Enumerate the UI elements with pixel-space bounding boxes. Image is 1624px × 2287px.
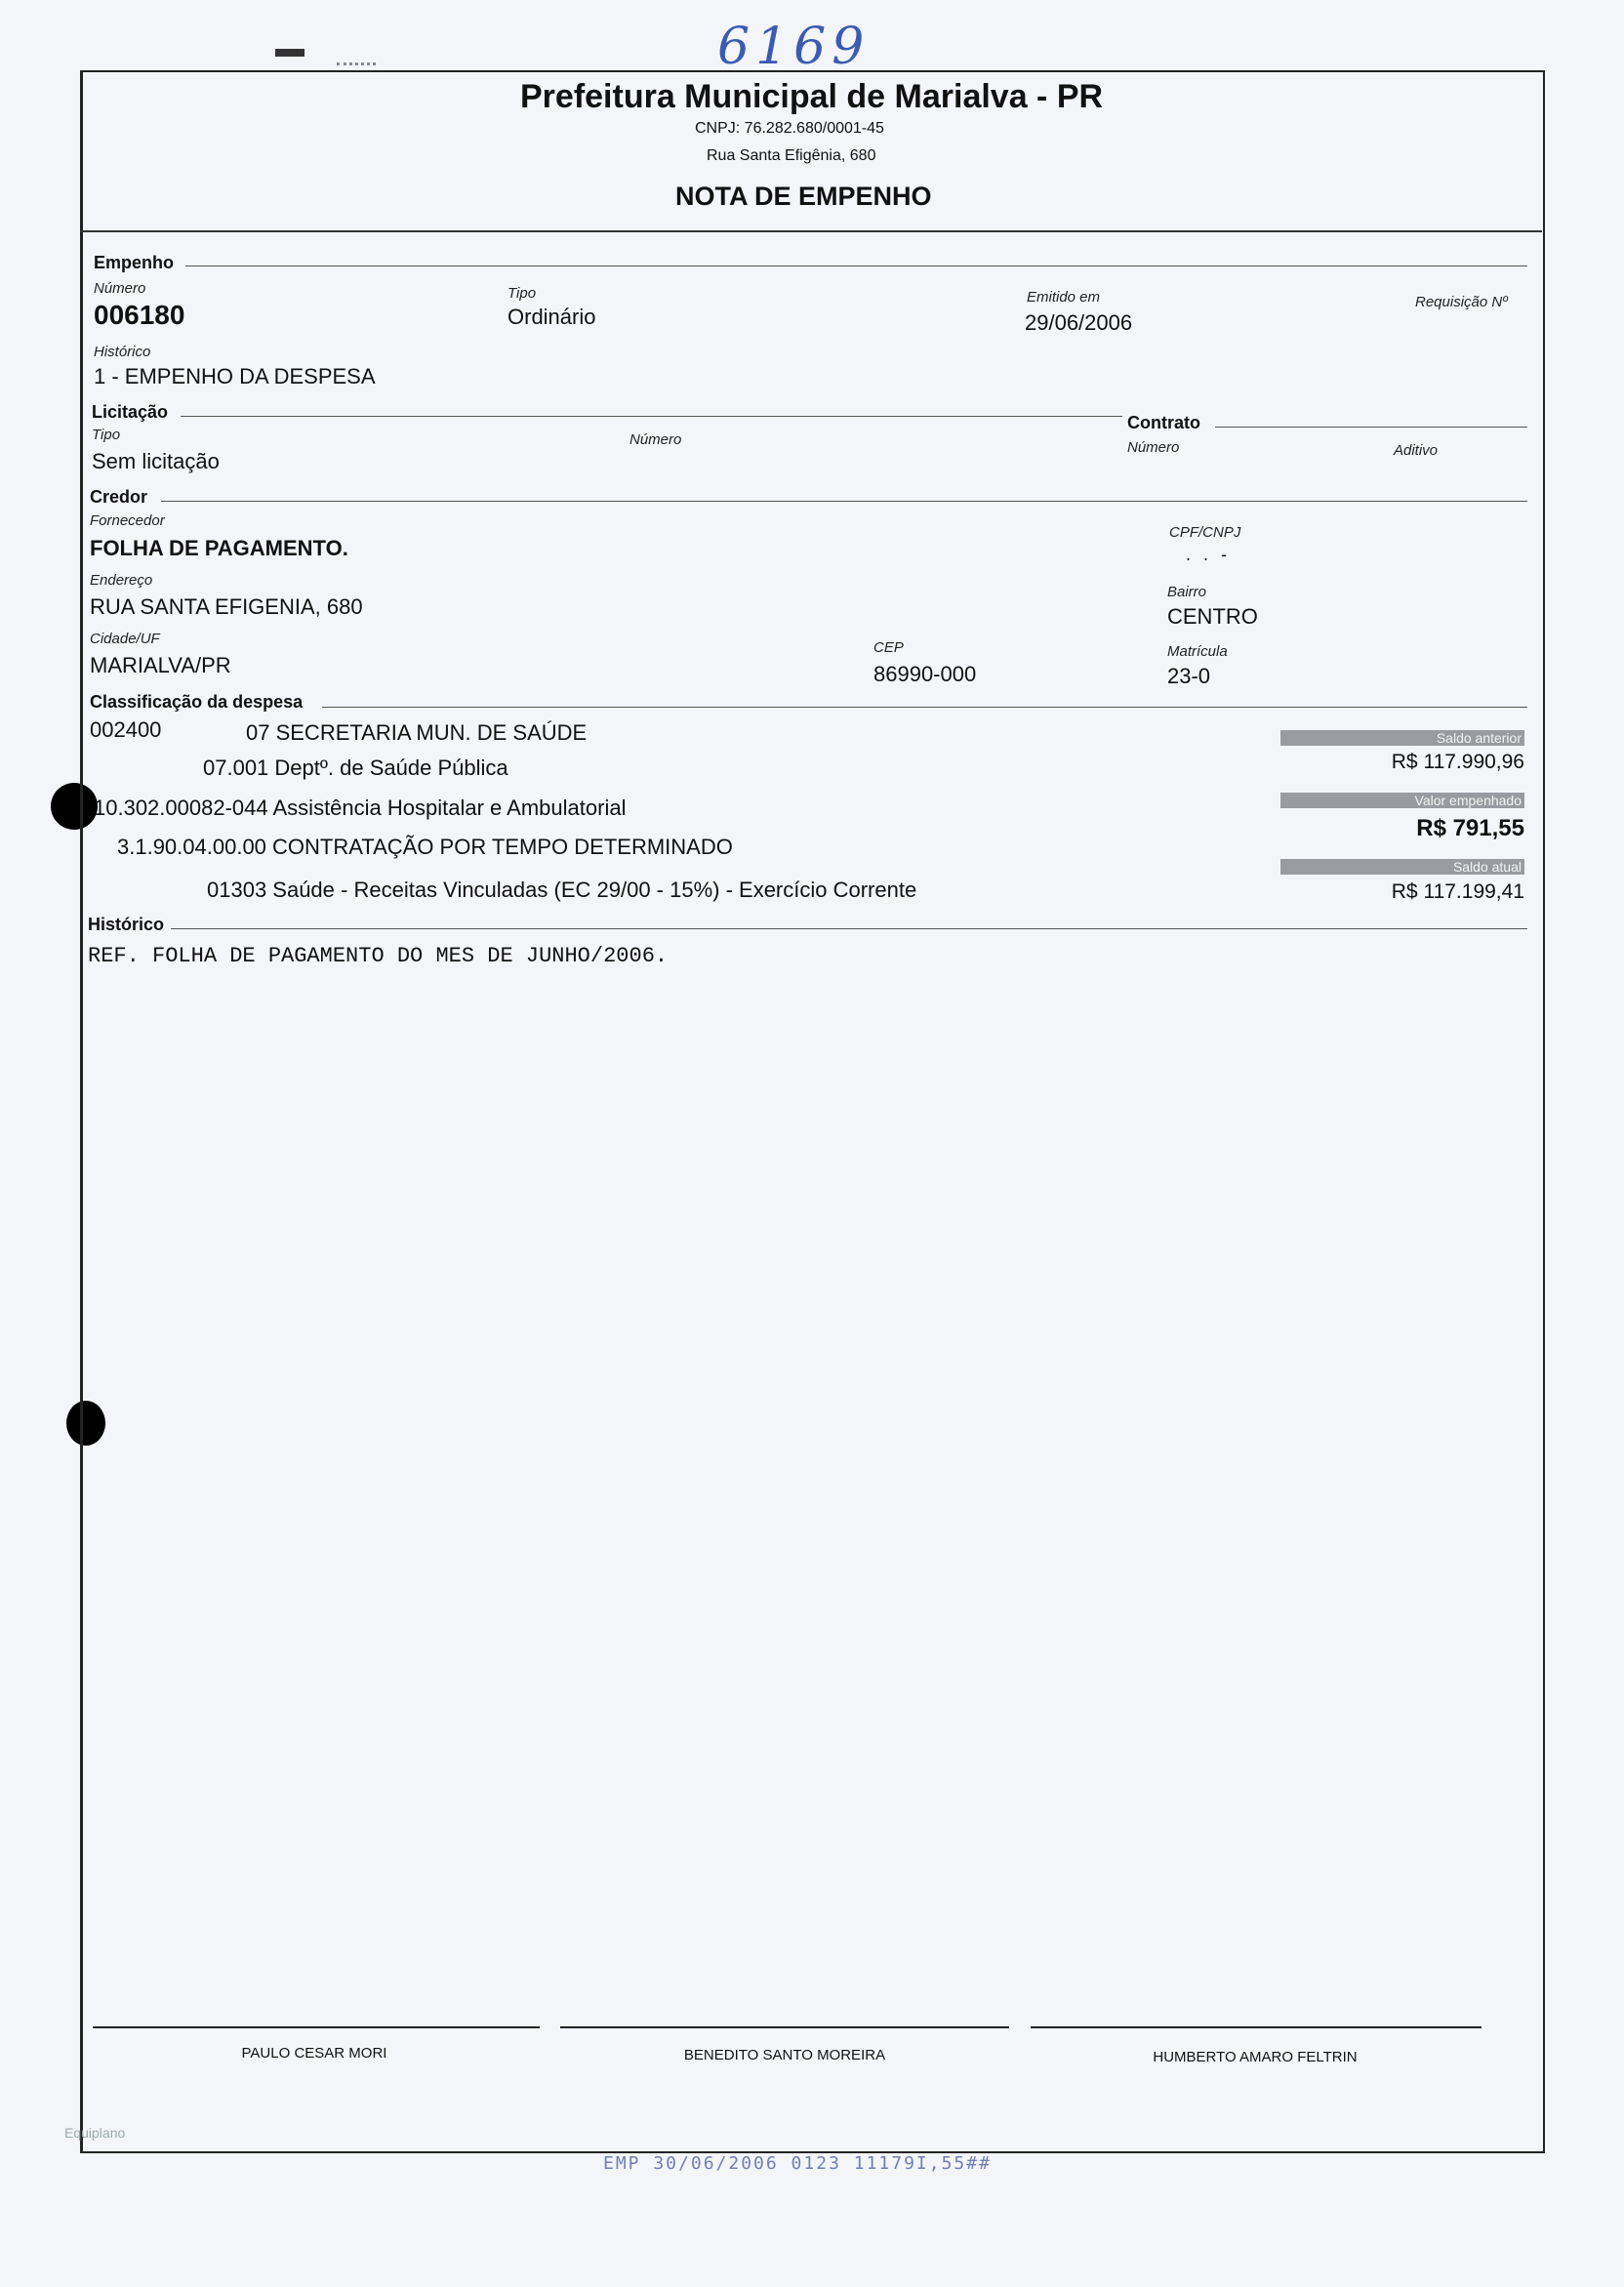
footer-stamp: EMP 30/06/2006 0123 11179I,55## [603, 2153, 992, 2174]
licitacao-numero-label: Número [629, 431, 682, 448]
contrato-aditivo-label: Aditivo [1394, 442, 1439, 459]
licitacao-section-line [181, 416, 1122, 417]
signature-name-3: HUMBERTO AMARO FELTRIN [1153, 2049, 1358, 2065]
signature-line-1 [93, 2026, 540, 2028]
matricula-value: 23-0 [1167, 664, 1211, 688]
scan-mark [275, 49, 304, 57]
licitacao-tipo-label: Tipo [92, 427, 121, 443]
classificacao-funcional: 10.302.00082-044 Assistência Hospitalar e Ambulatorial [94, 796, 627, 820]
emitido-date: 29/06/2006 [1025, 310, 1133, 335]
credor-section-title: Credor [90, 487, 148, 507]
requisicao-label: Requisição Nº [1415, 294, 1508, 310]
contrato-section-title: Contrato [1127, 413, 1200, 432]
fornecedor-label: Fornecedor [90, 512, 165, 529]
empenho-historico-label: Histórico [94, 344, 151, 360]
valor-empenhado-label: Valor empenhado [1280, 793, 1524, 808]
bairro-value: CENTRO [1167, 604, 1258, 629]
historico-section-title: Histórico [88, 915, 165, 934]
empenho-tipo-label: Tipo [508, 285, 537, 302]
signature-line-2 [560, 2026, 1009, 2028]
classificacao-fonte: 01303 Saúde - Receitas Vinculadas (EC 29/00 - 15%) - Exercício Corrente [207, 878, 917, 902]
historico-section-line [171, 928, 1527, 929]
classificacao-codigo: 002400 [90, 717, 162, 742]
classificacao-departamento: 07.001 Deptº. de Saúde Pública [203, 756, 508, 780]
bairro-label: Bairro [1167, 584, 1207, 600]
endereco-value: RUA SANTA EFIGENIA, 680 [90, 594, 363, 619]
cidade-label: Cidade/UF [90, 631, 160, 647]
classificacao-natureza: 3.1.90.04.00.00 CONTRATAÇÃO POR TEMPO DETERMINADO [117, 835, 733, 859]
credor-section-line [161, 501, 1527, 502]
empenho-historico: 1 - EMPENHO DA DESPESA [94, 364, 376, 388]
cpf-label: CPF/CNPJ [1169, 524, 1241, 541]
saldo-atual-value: R$ 117.199,41 [1391, 880, 1524, 903]
empenho-tipo: Ordinário [508, 305, 596, 329]
emitido-label: Emitido em [1027, 289, 1101, 306]
scan-mark-2 [337, 37, 376, 65]
classificacao-section-title: Classificação da despesa [90, 692, 304, 712]
cidade-value: MARIALVA/PR [90, 653, 231, 677]
handwritten-number: 6169 [717, 18, 871, 76]
empenho-numero: 006180 [94, 300, 185, 330]
cnpj: CNPJ: 76.282.680/0001-45 [695, 120, 884, 137]
matricula-label: Matrícula [1167, 643, 1228, 660]
saldo-anterior-value: R$ 117.990,96 [1391, 751, 1524, 773]
signature-name-1: PAULO CESAR MORI [241, 2045, 387, 2062]
historico-text: REF. FOLHA DE PAGAMENTO DO MES DE JUNHO/2006. [88, 944, 669, 968]
cpf-value: . . - [1186, 545, 1231, 564]
page-title: Prefeitura Municipal de Marialva - PR [520, 78, 1104, 115]
header-divider [80, 230, 1542, 232]
valor-empenhado-value: R$ 791,55 [1416, 815, 1524, 841]
cep-value: 86990-000 [873, 662, 977, 686]
contrato-section-line [1215, 427, 1527, 428]
footer-brand: Equiplano [64, 2125, 126, 2141]
document-title: NOTA DE EMPENHO [675, 182, 932, 211]
contrato-numero-label: Número [1127, 439, 1180, 456]
header-address: Rua Santa Efigênia, 680 [707, 147, 876, 164]
saldo-atual-label: Saldo atual [1280, 859, 1524, 875]
classificacao-section-line [322, 707, 1527, 708]
licitacao-tipo: Sem licitação [92, 449, 220, 473]
licitacao-section-title: Licitação [92, 402, 169, 422]
empenho-section-line [185, 265, 1527, 266]
empenho-section-title: Empenho [94, 253, 175, 272]
fornecedor-value: FOLHA DE PAGAMENTO. [90, 536, 348, 560]
endereco-label: Endereço [90, 572, 153, 589]
classificacao-secretaria: 07 SECRETARIA MUN. DE SAÚDE [246, 720, 588, 745]
signature-line-3 [1031, 2026, 1482, 2028]
signature-name-2: BENEDITO SANTO MOREIRA [683, 2047, 886, 2063]
saldo-anterior-label: Saldo anterior [1280, 730, 1524, 746]
cep-label: CEP [873, 639, 904, 656]
empenho-numero-label: Número [94, 280, 146, 297]
